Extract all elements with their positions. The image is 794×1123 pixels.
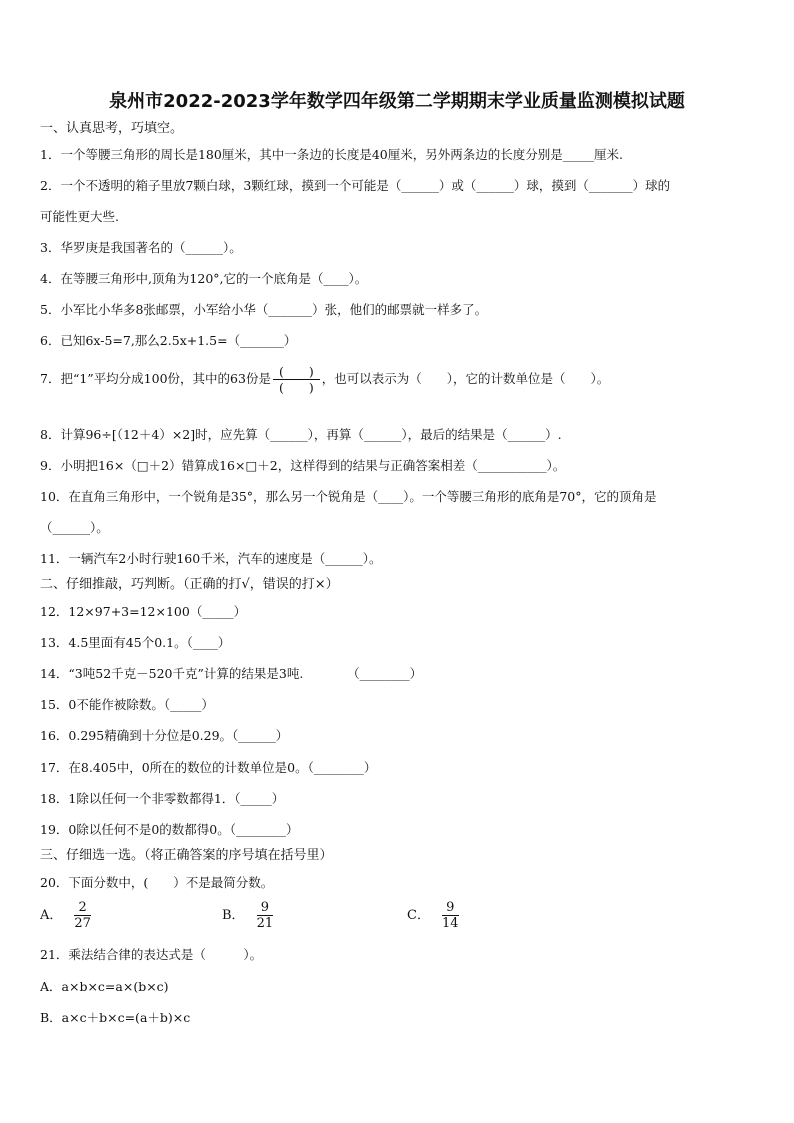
option-fraction [74, 900, 91, 931]
option-label: A． [40, 908, 63, 923]
blank-fraction [273, 364, 320, 395]
option-20-a [40, 900, 93, 931]
question-7 [40, 364, 609, 395]
blank-denominator: ( ) [278, 380, 314, 395]
blank-numerator: ( ) [278, 364, 314, 379]
option-21-b: B．a×c＋b×c=(a＋b)×c [40, 1010, 191, 1025]
section-2-heading: 二、仔细推敲，巧判断。（正确的打√，错误的打×） [40, 577, 339, 592]
question-13: 13．4.5里面有45个0.1。（____） [40, 635, 231, 650]
question-17: 17．在8.405中，0所在的数位的计数单位是0。（________） [40, 760, 377, 775]
question-14: 14．“3吨52千克－520千克”计算的结果是3吨. （________） [40, 666, 423, 681]
question-1: 1．一个等腰三角形的周长是180厘米，其中一条边的长度是40厘米，另外两条边的长度分别是_____厘米. [40, 147, 623, 162]
option-20-b [222, 900, 275, 931]
question-3: 3．华罗庚是我国著名的（______）。 [40, 240, 242, 255]
question-4: 4．在等腰三角形中,顶角为120°,它的一个底角是（____）。 [40, 271, 368, 286]
option-fraction [442, 900, 459, 931]
question-6: 6．已知6x-5=7,那么2.5x+1.5=（_______） [40, 333, 297, 348]
section-3-heading: 三、仔细选一选。（将正确答案的序号填在括号里） [40, 848, 333, 863]
question-20: 20．下面分数中，( ）不是最简分数。 [40, 875, 274, 890]
question-5: 5．小军比小华多8张邮票，小军给小华（_______）张，他们的邮票就一样多了。 [40, 302, 488, 317]
question-11: 11．一辆汽车2小时行驶160千米，汽车的速度是（______）。 [40, 551, 382, 566]
fraction-numerator: 2 [78, 900, 87, 915]
option-20-c [407, 900, 461, 931]
fraction-denominator: 27 [74, 916, 91, 931]
question-10-line-2: （______）。 [40, 520, 109, 535]
question-15: 15．0不能作被除数。（_____） [40, 697, 214, 712]
fraction-denominator: 21 [256, 916, 274, 931]
question-2-line-1: 2．一个不透明的箱子里放7颗白球，3颗红球，摸到一个可能是（______）或（______）球，摸到（_______）球的 [40, 178, 671, 193]
question-2-line-2: 可能性更大些. [40, 209, 119, 224]
question-21: 21．乘法结合律的表达式是（ ）。 [40, 947, 263, 962]
fraction-numerator: 9 [260, 900, 269, 915]
question-9: 9．小明把16×（□＋2）错算成16×□＋2，这样得到的结果与正确答案相差（___________）。 [40, 458, 566, 473]
option-fraction [257, 900, 274, 931]
question-18: 18．1除以任何一个非零数都得1．（_____） [40, 791, 285, 806]
question-19: 19．0除以任何不是0的数都得0。（________） [40, 822, 299, 837]
section-1-heading: 一、认真思考，巧填空。 [40, 121, 184, 136]
fraction-denominator: 14 [441, 916, 459, 931]
page-title: 泉州市2022-2023学年数学四年级第二学期期末学业质量监测模拟试题 [109, 91, 685, 112]
option-21-a: A．a×b×c=a×(b×c) [40, 979, 169, 994]
question-12: 12．12×97+3=12×100（_____） [40, 604, 247, 619]
question-8: 8．计算96÷[（12＋4）×2]时，应先算（______），再算（______），最后的结果是（______）. [40, 427, 562, 442]
question-16: 16．0.295精确到十分位是0.29。（______） [40, 728, 289, 743]
question-7-text-after: ，也可以表示为（ ），它的计数单位是（ ）。 [321, 371, 610, 386]
option-label: C． [407, 908, 430, 923]
option-label: B． [222, 908, 245, 923]
fraction-numerator: 9 [446, 900, 455, 915]
question-10-line-1: 10．在直角三角形中，一个锐角是35°，那么另一个锐角是（____）。一个等腰三角形的底角是70°，它的顶角是 [40, 489, 657, 504]
question-7-text-before: 7．把“1”平均分成100份，其中的63份是 [40, 371, 271, 386]
